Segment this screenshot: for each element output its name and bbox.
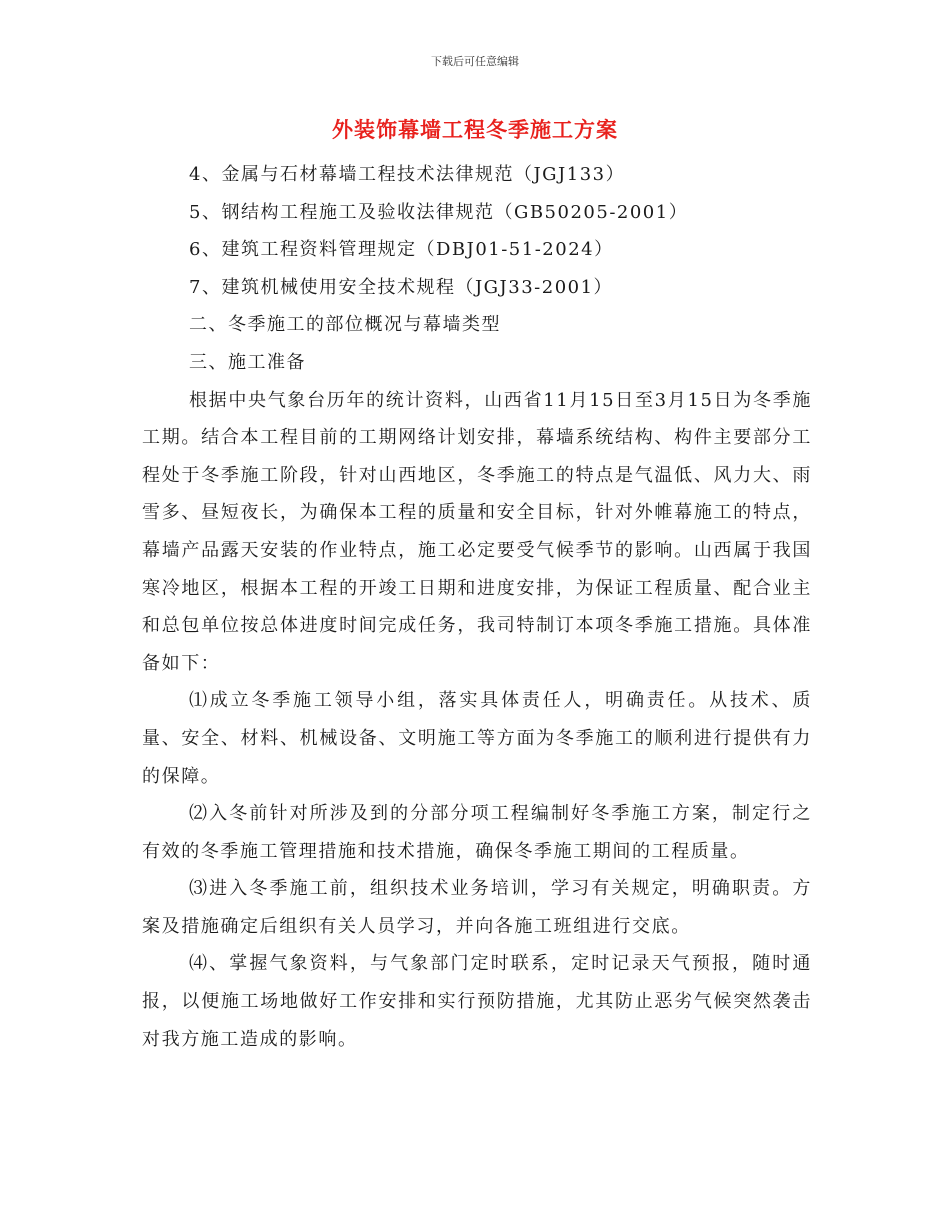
standard-item: 4、金属与石材幕墙工程技术法律规范（JGJ133）	[189, 164, 626, 185]
standard-item: 7、建筑机械使用安全技术规程（JGJ33-2001）	[189, 276, 614, 298]
preparation-item: ⑶进入冬季施工前，组织技术业务培训，学习有关规定，明确职责。方案及措施确定后组织有关人员学习，并向各施工班组进行交底。	[142, 878, 812, 937]
preparation-item: ⑴成立冬季施工领导小组，落实具体责任人，明确责任。从技术、质量、安全、材料、机械设备、文明施工等方面为冬季施工的顺利进行提供有力的保障。	[142, 690, 812, 787]
intro-paragraph: 根据中央气象台历年的统计资料，山西省11月15日至3月15日为冬季施工期。结合本工程目前的工期网络计划安排，幕墙系统结构、构件主要部分工程处于冬季施工阶段，针对山西地区，冬季施工的特点是气温低、风力大、雨雪多、昼短夜长，为确保本工程的质量和安全目标，针对外帷幕施工的特点，幕墙产品露天安装的作业特点，施工必定要受气候季节的影响。山西属于我国寒冷地区，根据本工程的开竣工日期和进度安排，为保证工程质量、配合业主和总包单位按总体进度时间完成任务，我司特制订本项冬季施工措施。具体准备如下：	[142, 389, 812, 674]
header-note: 下载后可任意编辑	[431, 55, 519, 68]
standard-item: 6、建筑工程资料管理规定（DBJ01-51-2024）	[189, 239, 614, 261]
preparation-item: ⑷、掌握气象资料，与气象部门定时联系，定时记录天气预报，随时通报，以便施工场地做好工作安排和实行预防措施，尤其防止恶劣气候突然袭击对我方施工造成的影响。	[142, 953, 812, 1050]
section-heading-two: 二、冬季施工的部位概况与幕墙类型	[189, 314, 501, 336]
document-body	[142, 156, 812, 1058]
document-title: 外装饰幕墙工程冬季施工方案	[332, 118, 618, 142]
section-heading-three: 三、施工准备	[189, 351, 306, 373]
preparation-item: ⑵入冬前针对所涉及到的分部分项工程编制好冬季施工方案，制定行之有效的冬季施工管理措施和技术措施，确保冬季施工期间的工程质量。	[142, 803, 812, 862]
standard-item: 5、钢结构工程施工及验收法律规范（GB50205-2001）	[189, 201, 689, 223]
